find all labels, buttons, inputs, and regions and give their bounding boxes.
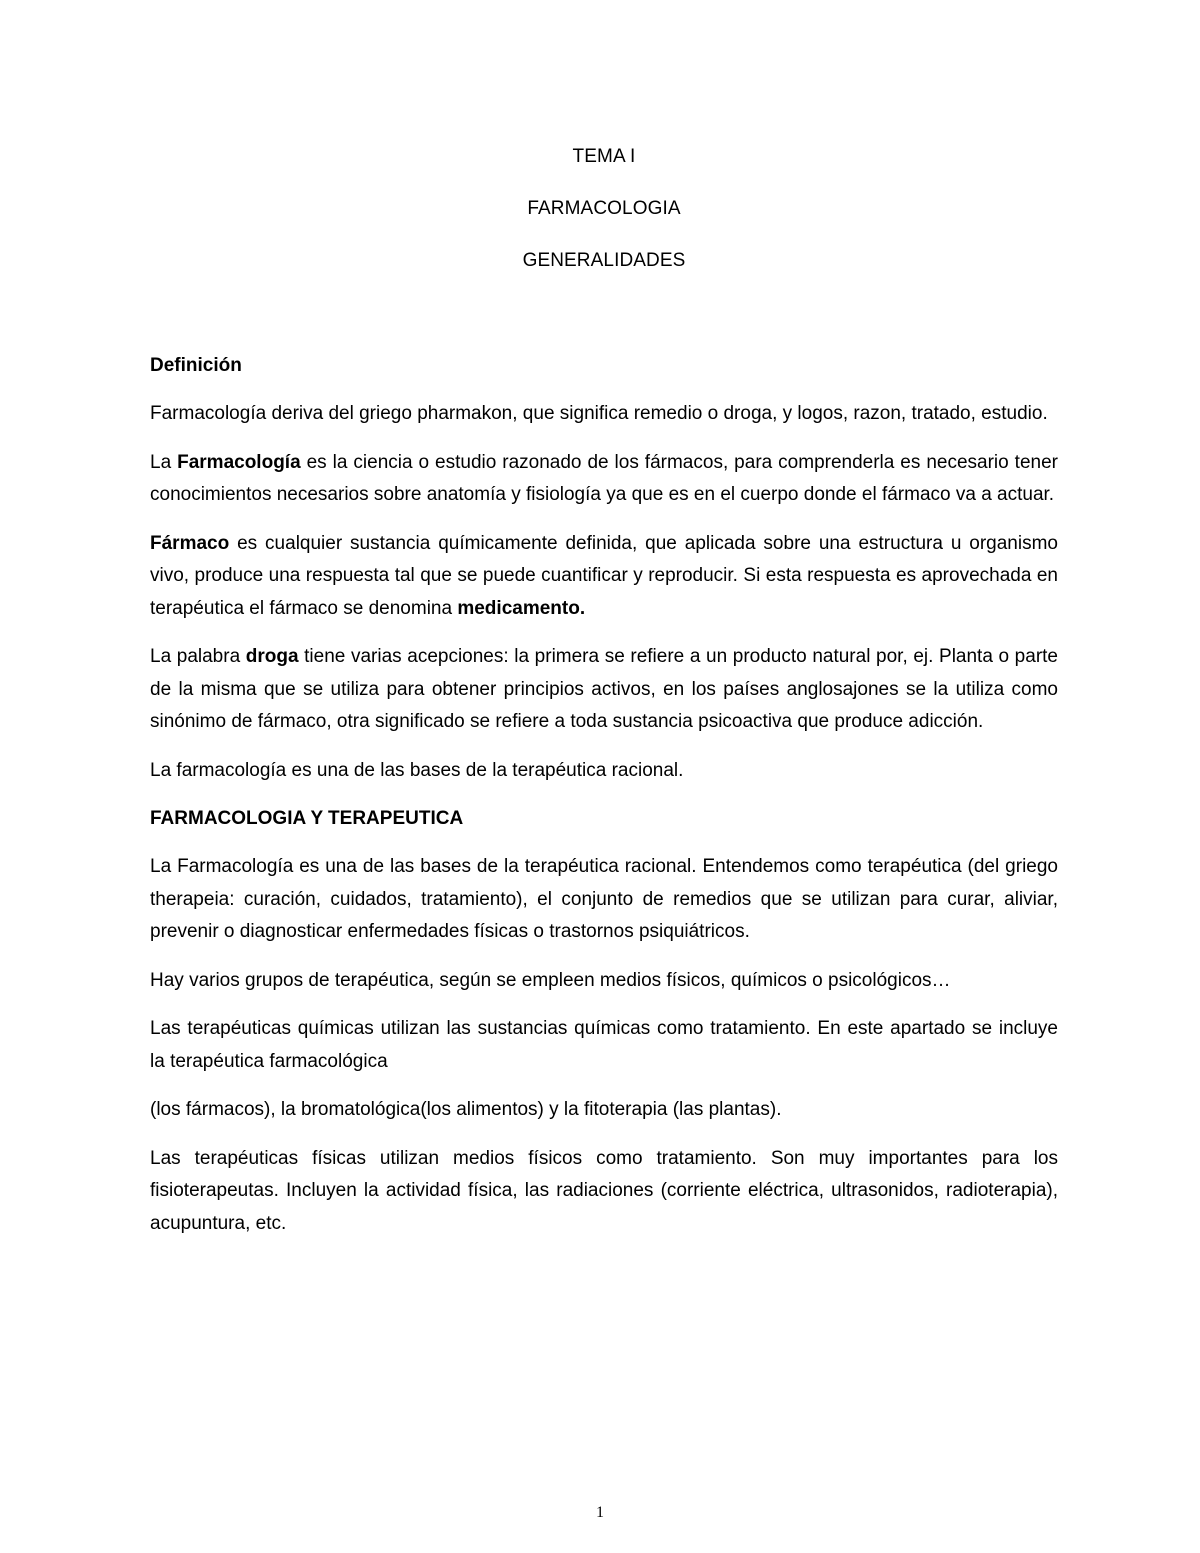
term-droga: droga — [245, 646, 299, 667]
definicion-paragraph-1: Farmacología deriva del griego pharmakon, que significa remedio o droga, y logos, razon, tratado, estudio. — [150, 403, 1048, 424]
terapeutica-paragraph-2: Hay varios grupos de terapéutica, según se empleen medios físicos, químicos o psicológicos… — [150, 969, 951, 991]
term-farmacologia: Farmacología — [177, 451, 301, 473]
term-farmaco: Fármaco — [150, 532, 230, 554]
definicion-paragraph-2 — [150, 447, 1058, 512]
page-number: 1 — [596, 1504, 604, 1521]
term-medicamento: medicamento. — [457, 597, 586, 619]
paragraph-text: tiene varias acepciones: la primera se refiere a un producto natural por, ej. Planta o parte de la misma que se utiliza para obtener principios activos, en los países anglosajones se la utiliza como sinónimo de fármaco, otra significado se refiere a toda sustancia psicoactiva que produce adicción. — [150, 646, 1058, 732]
spacer — [150, 296, 1058, 350]
definicion-paragraph-4 — [150, 641, 1058, 739]
terapeutica-paragraph-5: Las terapéuticas físicas utilizan medios físicos como tratamiento. Son muy importantes para los fisioterapeutas. Incluyen la actividad física, las radiaciones (corriente eléctrica, ultrasonidos, radioterapia), acupuntura, etc. — [150, 1147, 1058, 1234]
document-subtitle: GENERALIDADES — [522, 250, 686, 271]
definicion-section-title: Definición — [150, 355, 242, 376]
terapeutica-paragraph-1: La Farmacología es una de las bases de la terapéutica racional. Entendemos como terapéutica (del griego therapeia: curación, cuidados, tratamiento), el conjunto de remedios que se utilizan para curar, aliviar, prevenir o diagnosticar enfermedades físicas o trastornos psiquiátricos. — [150, 856, 1058, 942]
paragraph-text: La palabra — [150, 646, 246, 667]
document-headings — [150, 140, 1058, 278]
paragraph-text: La — [150, 451, 178, 473]
terapeutica-section-title: FARMACOLOGIA Y TERAPEUTICA — [150, 808, 464, 829]
document-body — [150, 140, 1058, 1256]
paragraph-text: es la ciencia o estudio razonado de los fármacos, para comprenderla es necesario tener conocimientos necesarios sobre anatomía y fisiología ya que es en el cuerpo donde el fármaco va a actuar. — [150, 451, 1058, 505]
document-title: FARMACOLOGIA — [527, 198, 681, 219]
tema-heading: TEMA I — [572, 146, 636, 167]
paragraph-text: es cualquier sustancia químicamente definida, que aplicada sobre una estructura u organismo vivo, produce una respuesta tal que se puede cuantificar y reproducir. Si esta respuesta es aprovechada en terapéutica el fármaco se denomina — [150, 532, 1058, 619]
definicion-paragraph-3 — [150, 528, 1058, 626]
definicion-paragraph-5: La farmacología es una de las bases de la terapéutica racional. — [150, 759, 684, 781]
terapeutica-paragraph-3: Las terapéuticas químicas utilizan las sustancias químicas como tratamiento. En este apartado se incluye la terapéutica farmacológica — [150, 1018, 1058, 1072]
terapeutica-paragraph-4: (los fármacos), la bromatológica(los alimentos) y la fitoterapia (las plantas). — [150, 1099, 782, 1120]
